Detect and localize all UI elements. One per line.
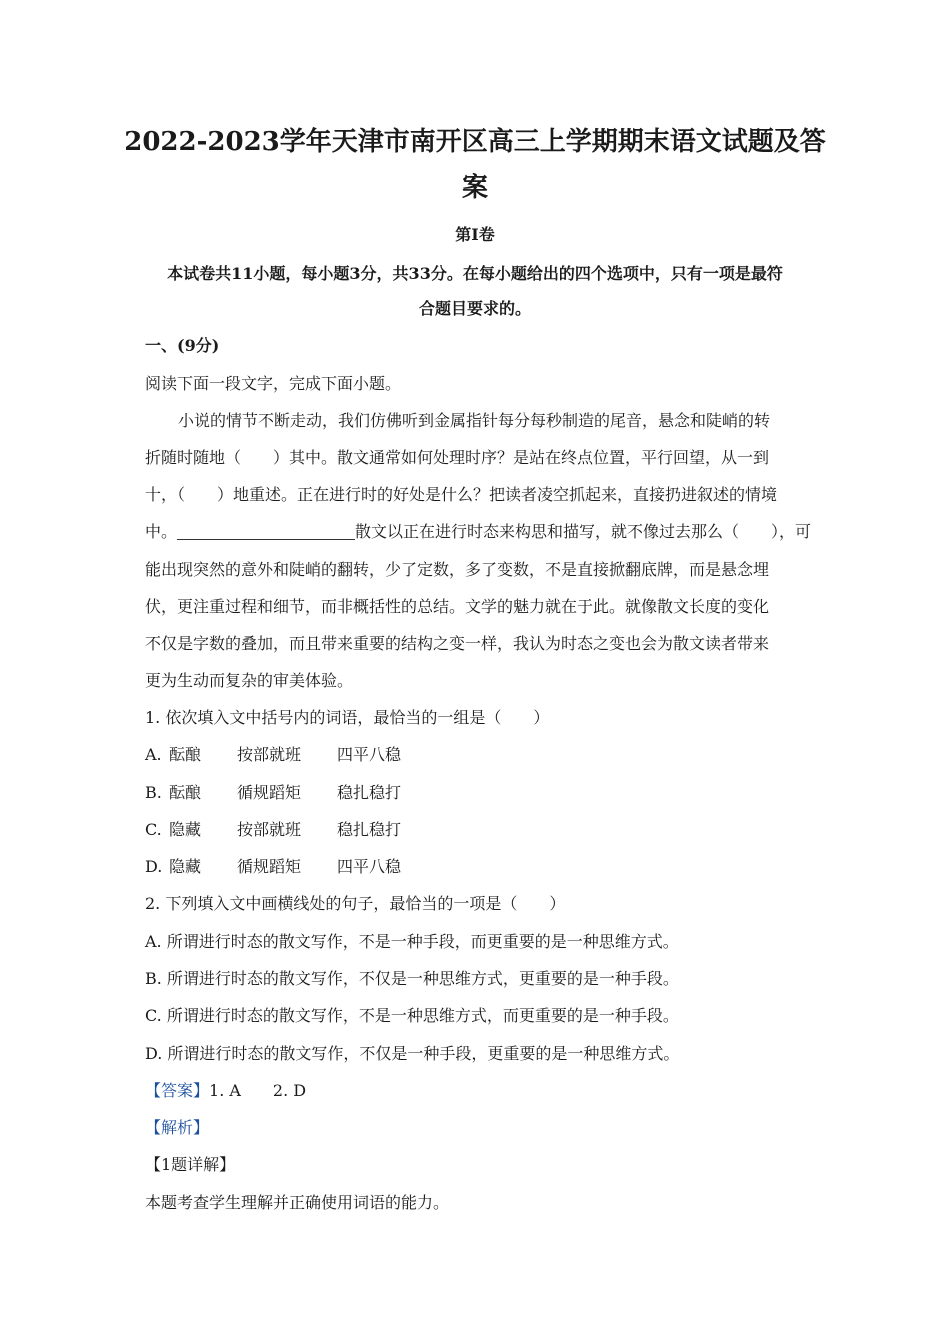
passage-line: 更为生动而复杂的审美体验。 [145,671,354,690]
question-2-option: C. 所谓进行时态的散文写作，不是一种思维方式，而更重要的是一种手段。 [145,1006,679,1025]
option-letter: B. [145,783,162,802]
option-word: 按部就班 [237,745,302,764]
option-word: 循规蹈矩 [237,783,302,802]
question-1-option [145,781,401,805]
option-word: 隐藏 [169,857,202,876]
question-1-stem: 1. 依次填入文中括号内的词语，最恰当的一组是（ ） [145,708,550,727]
passage-line: 不仅是字数的叠加，而且带来重要的结构之变一样，我认为时态之变也会为散文读者带来 [145,634,770,653]
fill-blank-line [177,521,355,540]
option-word: 酝酿 [169,783,202,802]
question-1-option [145,743,401,767]
instructions-line1: 本试卷共11小题，每小题3分，共33分。在每小题给出的四个选项中，只有一项是最符 [167,264,783,283]
passage-line: 小说的情节不断走动，我们仿佛听到金属指针每分每秒制造的尾音，悬念和陡峭的转 [178,411,771,430]
option-letter: D. [145,857,163,876]
option-word: 酝酿 [169,745,202,764]
document-title-line1: 2022-2023学年天津市南开区高三上学期期末语文试题及答 [124,127,826,157]
question-2-stem: 2. 下列填入文中画横线处的句子，最恰当的一项是（ ） [145,894,566,913]
volume-heading: 第I卷 [455,225,495,244]
passage-line: 能出现突然的意外和陡峭的翻转，少了定数，多了变数，不是直接掀翻底牌，而是悬念埋 [145,560,770,579]
question-2-option: D. 所谓进行时态的散文写作，不仅是一种手段，更重要的是一种思维方式。 [145,1044,680,1063]
question-2-option: B. 所谓进行时态的散文写作，不仅是一种思维方式，更重要的是一种手段。 [145,969,679,988]
passage-line: 伏，更注重过程和细节，而非概括性的总结。文学的魅力就在于此。就像散文长度的变化 [145,597,770,616]
option-letter: C. [145,820,162,839]
option-word: 四平八稳 [337,857,402,876]
option-word: 四平八稳 [337,745,402,764]
question-1-option [145,855,401,879]
option-letter: A. [145,745,162,764]
passage-line-with-blank [145,520,811,544]
instructions-line2: 合题目要求的。 [418,299,531,318]
option-word: 稳扎稳打 [337,820,402,839]
question-1-option [145,818,401,842]
question-2-option: A. 所谓进行时态的散文写作，不是一种手段，而更重要的是一种思维方式。 [145,932,679,951]
analysis-label: 【解析】 [145,1118,210,1137]
detail-text: 本题考查学生理解并正确使用词语的能力。 [145,1193,450,1212]
passage-text: 中。 [145,522,178,541]
document-title-line2: 案 [461,173,488,203]
answer-label: 【答案】 [145,1081,210,1100]
section-heading: 一、(9分) [145,336,220,355]
detail-label: 【1题详解】 [145,1155,236,1174]
passage-text: 散文以正在进行时态来构思和描写，就不像过去那么（ ），可 [355,522,812,541]
option-word: 稳扎稳打 [337,783,402,802]
answer-text: 1. A 2. D [209,1081,307,1100]
passage-line: 十，（ ）地重述。正在进行时的好处是什么？把读者凌空抓起来，直接扔进叙述的情境 [145,485,778,504]
option-word: 循规蹈矩 [237,857,302,876]
passage-line: 折随时随地（ ）其中。散文通常如何处理时序？是站在终点位置，平行回望，从一到 [145,448,770,467]
reading-intro: 阅读下面一段文字，完成下面小题。 [145,374,402,393]
option-word: 隐藏 [169,820,202,839]
answer-line [145,1079,306,1103]
option-word: 按部就班 [237,820,302,839]
